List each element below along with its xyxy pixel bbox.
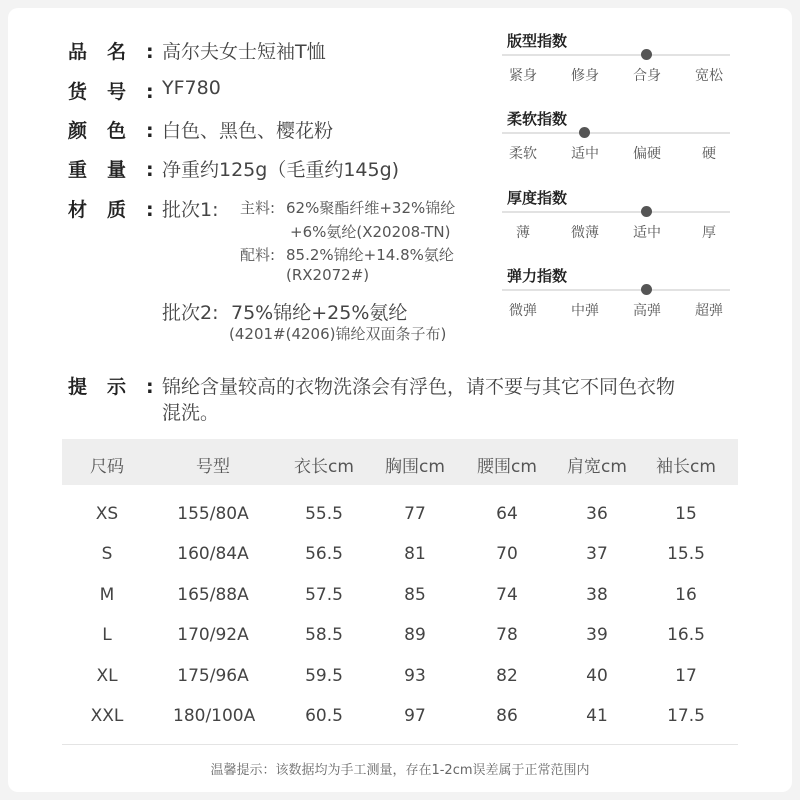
material-label: 材质: xyxy=(68,199,174,221)
table-cell: 56.5 xyxy=(305,544,343,564)
batch2-line1: 75%锦纶+25%氨纶 xyxy=(231,302,408,324)
table-cell: M xyxy=(99,585,115,605)
table-cell: 64 xyxy=(496,504,518,524)
table-cell: 82 xyxy=(496,666,518,686)
index-title: 柔软指数 xyxy=(507,110,568,128)
index-track xyxy=(502,54,730,56)
table-cell: XXL xyxy=(90,706,124,726)
batch1-main-label: 主料: xyxy=(240,199,276,217)
index-option: 紧身 xyxy=(509,68,537,84)
table-header-cell: 肩宽cm xyxy=(567,457,627,477)
index-option: 柔软 xyxy=(509,146,537,162)
index-option: 偏硬 xyxy=(633,146,661,162)
table-cell: 17.5 xyxy=(667,706,705,726)
table-cell: 59.5 xyxy=(305,666,343,686)
table-cell: 93 xyxy=(404,666,426,686)
index-option: 硬 xyxy=(702,146,716,162)
table-cell: 155/80A xyxy=(177,504,249,524)
table-cell: 60.5 xyxy=(305,706,343,726)
table-cell: 58.5 xyxy=(305,625,343,645)
table-header-cell: 尺码 xyxy=(90,457,124,477)
table-header-cell: 号型 xyxy=(196,457,230,477)
weight-value: 净重约125g（毛重约145g) xyxy=(162,159,400,181)
index-option: 厚 xyxy=(702,225,716,241)
batch1-sub-line2: (RX2072#) xyxy=(286,266,370,284)
table-cell: 85 xyxy=(404,585,426,605)
table-header-cell: 腰围cm xyxy=(477,457,537,477)
tip-line2: 混洗。 xyxy=(162,402,220,424)
table-cell: 160/84A xyxy=(177,544,249,564)
name-label: 品名: xyxy=(68,41,174,63)
index-option: 高弹 xyxy=(633,303,661,319)
index-option: 超弹 xyxy=(695,303,723,319)
index-marker xyxy=(641,49,652,60)
table-cell: S xyxy=(101,544,113,564)
table-cell: XS xyxy=(95,504,119,524)
sku-label: 货号: xyxy=(68,81,174,103)
table-cell: 36 xyxy=(586,504,608,524)
table-header-cell: 袖长cm xyxy=(656,457,716,477)
index-option: 微弹 xyxy=(509,303,537,319)
index-marker xyxy=(641,206,652,217)
index-option: 中弹 xyxy=(571,303,599,319)
batch2-line2: (4201#(4206)锦纶双面条子布) xyxy=(229,325,447,343)
index-track xyxy=(502,289,730,291)
table-cell: 37 xyxy=(586,544,608,564)
index-title: 弹力指数 xyxy=(507,267,568,285)
index-option: 修身 xyxy=(571,68,599,84)
table-cell: 175/96A xyxy=(177,666,249,686)
table-header-cell: 胸围cm xyxy=(385,457,445,477)
index-option: 合身 xyxy=(633,68,661,84)
batch1-main-line1: 62%聚酯纤维+32%锦纶 xyxy=(286,199,456,217)
table-cell: 55.5 xyxy=(305,504,343,524)
table-cell: 41 xyxy=(586,706,608,726)
table-cell: 16.5 xyxy=(667,625,705,645)
index-option: 适中 xyxy=(633,225,661,241)
table-cell: 89 xyxy=(404,625,426,645)
table-cell: 86 xyxy=(496,706,518,726)
table-cell: L xyxy=(102,625,112,645)
table-cell: 165/88A xyxy=(177,585,249,605)
index-marker xyxy=(641,284,652,295)
table-cell: 15 xyxy=(675,504,697,524)
color-label: 颜色: xyxy=(68,120,174,142)
index-option: 薄 xyxy=(516,225,530,241)
table-header-cell: 衣长cm xyxy=(294,457,354,477)
index-option: 微薄 xyxy=(571,225,599,241)
table-cell: 40 xyxy=(586,666,608,686)
weight-label: 重量: xyxy=(68,159,174,181)
index-option: 适中 xyxy=(571,146,599,162)
table-cell: 16 xyxy=(675,585,697,605)
batch1-main-line2: +6%氨纶(X20208-TN) xyxy=(290,223,451,241)
table-cell: 15.5 xyxy=(667,544,705,564)
table-cell: 70 xyxy=(496,544,518,564)
index-title: 厚度指数 xyxy=(507,189,568,207)
tip-line1: 锦纶含量较高的衣物洗涤会有浮色，请不要与其它不同色衣物 xyxy=(162,376,676,398)
name-value: 高尔夫女士短袖T恤 xyxy=(162,41,326,63)
table-cell: 77 xyxy=(404,504,426,524)
table-cell: 97 xyxy=(404,706,426,726)
table-bottom-divider xyxy=(62,744,738,745)
table-cell: 81 xyxy=(404,544,426,564)
batch1-title: 批次1: xyxy=(162,199,219,221)
table-cell: 180/100A xyxy=(173,706,256,726)
footer-note: 温馨提示：该数据均为手工测量，存在1-2cm误差属于正常范围内 xyxy=(210,763,590,778)
table-cell: 74 xyxy=(496,585,518,605)
table-cell: 39 xyxy=(586,625,608,645)
table-cell: XL xyxy=(96,666,118,686)
batch1-sub-line1: 85.2%锦纶+14.8%氨纶 xyxy=(286,246,454,264)
index-marker xyxy=(579,127,590,138)
table-cell: 57.5 xyxy=(305,585,343,605)
index-title: 版型指数 xyxy=(507,32,568,50)
table-cell: 170/92A xyxy=(177,625,249,645)
color-value: 白色、黑色、樱花粉 xyxy=(162,120,334,142)
batch2-title: 批次2: xyxy=(162,302,219,324)
tip-label: 提示: xyxy=(68,376,174,398)
index-track xyxy=(502,211,730,213)
sku-value: YF780 xyxy=(162,77,221,99)
batch1-sub-label: 配料: xyxy=(240,246,276,264)
table-cell: 17 xyxy=(675,666,697,686)
index-option: 宽松 xyxy=(695,68,723,84)
table-cell: 38 xyxy=(586,585,608,605)
table-cell: 78 xyxy=(496,625,518,645)
index-track xyxy=(502,132,730,134)
